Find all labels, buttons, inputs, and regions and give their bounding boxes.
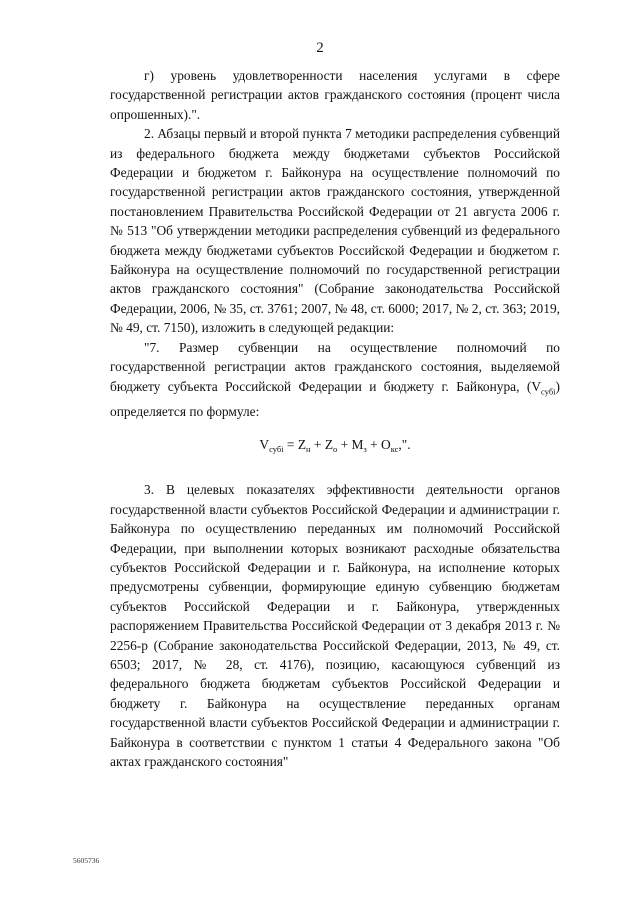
paragraph-text: г) уровень удовлетворенности населения услугами в сфере государственной регистрации актов гражданского состояния (процент числа опрошенных).". — [110, 68, 560, 122]
subscript: субi — [541, 386, 556, 397]
formula-plus-z: + Z — [310, 436, 334, 452]
formula-zo-subscript: о — [333, 443, 338, 454]
paragraph-2-amendment: 2. Абзацы первый и второй пункта 7 методики распределения субвенций из федерального бюджета между бюджетами субъектов Российской Федерации и бюджетом г. Байконура на осуществление полномочий по государственной регистрации актов гражданского состояния, утвержденной постановлением Правительства Российской Федерации от 21 августа 2006 г. № 513 "Об утверждении методики распределения субвенций из федерального бюджета между бюджетами субъектов Российской Федерации и бюджетом г. Байконура на осуществление полномочий по государственной регистрации актов гражданского состояния" (Собрание законодательства Российской Федерации, 2006, № 35, ст. 3761; 2007, № 48, ст. 6000; 2017, № 2, ст. 363; 2019, № 49, ст. 7150), изложить в следующей редакции: — [110, 126, 560, 336]
formula-m-subscript: з — [363, 443, 367, 454]
formula-zn-subscript: н — [306, 443, 311, 454]
page-number: 2 — [316, 40, 324, 56]
formula — [110, 435, 560, 454]
formula-o-subscript: кс — [390, 443, 399, 454]
paragraph-7-subvention-size — [110, 338, 560, 421]
formula-plus-o: + O — [366, 436, 391, 452]
formula-tail: ,". — [398, 436, 411, 452]
paragraph-text-end: ) определяется по формуле: — [110, 378, 560, 419]
paragraph-item-g — [110, 66, 560, 124]
formula-v-subscript: субi — [269, 443, 284, 454]
formula-plus-m: + M — [337, 436, 364, 452]
document-body — [110, 66, 560, 771]
spacer — [110, 470, 560, 480]
formula-v: V — [259, 436, 270, 452]
paragraph-text-start: "7. Размер субвенции на осуществление полномочий по государственной регистрации актов гражданского состояния, выделяемой бюджету субъекта Российской Федерации и бюджету г. Байконура, (V — [110, 339, 560, 394]
formula-eq-z: = Z — [283, 436, 307, 452]
paragraph-3-target-indicators: 3. В целевых показателях эффективности деятельности органов государственной власти субъектов Российской Федерации и администрации г. Байконура по осуществлению переданных им полномочий Российской Федерации, при выполнении которых возникают расходные обязательства субъектов Российской Федерации и г. Байконура, на исполнение которых предусмотрены субвенции, формирующие единую субвенцию бюджетам субъектов Российской Федерации и г. Байконура, утвержденных распоряжением Правительства Российской Федерации от 3 декабря 2013 г. № 2256-р (Собрание законодательства Российской Федерации, 2013, № 49, ст. 6503; 2017, № 28, ст. 4176), позицию, касающуюся субвенций из федерального бюджета бюджетам субъектов Российской Федерации и бюджету г. Байконура на осуществление переданных органам государственной власти субъектов Российской Федерации и администрации г. Байконура в соответствии с пунктом 1 статьи 4 Федерального закона "Об актах гражданского состояния" — [110, 482, 560, 770]
document-code: 5605736 — [73, 856, 100, 865]
